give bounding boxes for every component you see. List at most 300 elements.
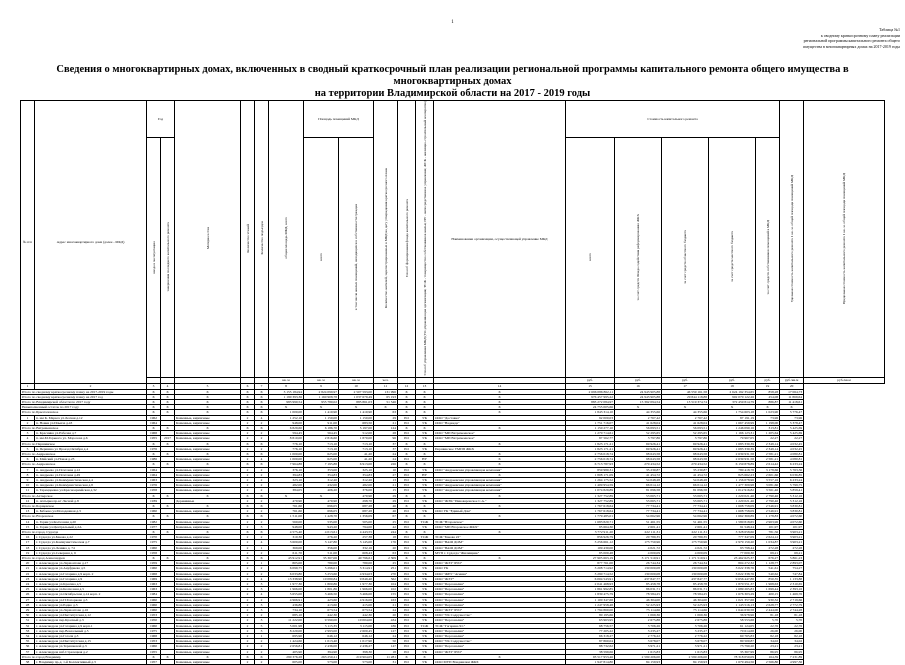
table-cell: ООО "ЖЭУ ЧУО" (434, 608, 566, 613)
table-cell: 332,16 (339, 545, 374, 550)
table-cell: Каменные, кирпичные (175, 509, 241, 514)
table-cell: 41,20 (339, 457, 374, 462)
table-cell: 4 934,03 (339, 571, 374, 576)
table-cell: РО (398, 634, 416, 639)
table-cell: 131 996 (374, 389, 398, 394)
table-cell: ООО "ЖЭУ" (434, 576, 566, 581)
table-cell: 69 926,41 (615, 441, 662, 446)
table-cell: 2 (255, 420, 269, 425)
table-cell: 1958 (147, 488, 161, 493)
appendix-line: региональной программы капитального ремонта общего (803, 38, 900, 44)
table-cell: X (255, 529, 269, 534)
table-cell: 85 458,78 (662, 582, 709, 587)
column-number: 15 (566, 383, 615, 389)
header-year-group (147, 101, 175, 138)
table-cell: 394,83 (269, 472, 304, 477)
table-cell: 2 (241, 644, 255, 649)
row-number: 16 (21, 535, 35, 540)
table-cell: ООО "Персоналия" (434, 634, 566, 639)
table-cell: Каменные, кирпичные (175, 488, 241, 493)
table-cell: 1 (255, 634, 269, 639)
table-cell: 73 790,20 (709, 644, 756, 649)
table-cell: ООО "ВАШ ДОМ" (434, 540, 566, 545)
table-cell: X (416, 389, 434, 394)
table-cell: 1 327 752,89 (566, 498, 615, 503)
address-cell: г. Судогда ул.Бакова д.22 (35, 535, 147, 540)
table-cell: УК (416, 550, 434, 555)
row-number: 31 (21, 618, 35, 623)
table-cell: 81,18 (780, 613, 804, 618)
table-cell: X (416, 394, 434, 399)
table-cell: 3 561,46 (756, 488, 780, 493)
table-cell: ООО "ЖЭУ ЧУО" (434, 561, 566, 566)
table-cell: 10 (374, 467, 398, 472)
table-cell: Першинское УМПП ЖКХ (434, 446, 566, 451)
header-area-owned-text: в том числе жилых помещений, находящихся в собственности граждан (354, 203, 358, 310)
table-cell: 290 376,28 (269, 654, 304, 659)
row-number: 34 (21, 634, 35, 639)
unit-cell: руб. (709, 377, 756, 383)
table-cell: Каменные, кирпичные (175, 519, 241, 524)
summary-label: Итого по сводному краткосрочному плану на 2017 год (21, 394, 147, 399)
column-number: 14 (434, 383, 566, 389)
table-cell: 384,05 (269, 488, 304, 493)
table-cell: X (434, 394, 566, 399)
table-cell: 3 903,21 (780, 540, 804, 545)
table-cell: ООО "Персоналия" (434, 628, 566, 633)
table-cell: X (434, 425, 566, 430)
header-cost-group (566, 101, 780, 138)
table-cell: X (241, 462, 255, 467)
table-cell: 2 546,91 (756, 503, 780, 508)
table-cell: Каменные, кирпичные (175, 613, 241, 618)
table-cell: 5,70 (756, 618, 780, 623)
table-cell: X (147, 654, 161, 659)
table-cell: 2 (255, 472, 269, 477)
table-cell: 3 178,66 (756, 467, 780, 472)
table-cell: 2 (241, 587, 255, 592)
row-number: 19 (21, 550, 35, 555)
table-cell: 41 628,04 (662, 420, 709, 425)
table-cell: 5 312,16 (780, 493, 804, 498)
table-cell: 1 966,00 (269, 587, 304, 592)
table-cell: ООО "Андреевская управляющая компания" (434, 488, 566, 493)
header-org-name-text: Наименование организации, осуществляющей управление МКД (451, 236, 548, 241)
table-cell: 1 012 916,82 (709, 488, 756, 493)
table-cell: 3 706,26 (615, 623, 662, 628)
table-cell: 1962 (147, 415, 161, 420)
table-cell: 1 843 314,10 (566, 410, 615, 415)
table-cell: 63 (374, 550, 398, 555)
table-cell: X (434, 405, 566, 410)
table-cell: УК (416, 644, 434, 649)
address-cell: г. Александров ул.Гагарина д.9 (35, 576, 147, 581)
table-cell: 2 776,22 (662, 634, 709, 639)
table-cell: 1 000,00 (269, 451, 304, 456)
table-cell: X (175, 514, 241, 519)
column-number: 8 (269, 383, 304, 389)
table-cell: 44 355,66 (615, 410, 662, 415)
table-cell: 3 208 714,92 (566, 566, 615, 571)
table-cell: 436,80 (269, 602, 304, 607)
table-cell: 1 477 309,98 (709, 483, 756, 488)
table-cell: 1970 (147, 535, 161, 540)
table-cell: 353,00 (304, 467, 339, 472)
table-cell: 81 096,58 (615, 488, 662, 493)
table-cell: 512,00 (339, 431, 374, 436)
table-cell: 51 461,55 (662, 519, 709, 524)
table-cell: 734,10 (269, 608, 304, 613)
table-cell: 2 601,41 (662, 524, 709, 529)
table-cell: 84 159,93 (662, 660, 709, 665)
table-cell: РО (398, 649, 416, 654)
table-cell: 1 767 618,64 (566, 509, 615, 514)
table-cell: УК (416, 582, 434, 587)
header-year-repair (161, 138, 175, 377)
table-cell: 885 861,03 (339, 399, 374, 404)
table-cell: 3 971,21 (662, 644, 709, 649)
table-cell: 52 225,93 (615, 602, 662, 607)
page-number: 1 (451, 20, 454, 25)
table-cell: X (756, 405, 780, 410)
table-cell: ООО "Персоналия" (434, 597, 566, 602)
table-cell: 1963 (147, 582, 161, 587)
table-cell: 2 (241, 613, 255, 618)
table-cell: 2 (241, 571, 255, 576)
table-cell: 1982 (147, 519, 161, 524)
table-cell: УК (416, 660, 434, 665)
table-cell: X (374, 405, 398, 410)
table-cell: УК (416, 613, 434, 618)
table-cell: 564,45 (304, 431, 339, 436)
table-cell: 313,81 (756, 425, 780, 430)
table-cell: 780,00 (304, 561, 339, 566)
address-cell: г. Александров ул.Гоголя д.3 (35, 634, 147, 639)
table-cell: ТСЖ (416, 623, 434, 628)
table-cell: УК (416, 597, 434, 602)
table-cell: 3 797,86 (615, 436, 662, 441)
table-cell: 69 926,41 (662, 441, 709, 446)
table-cell: 31 (374, 660, 398, 665)
table-cell: 747,84 (780, 571, 804, 576)
table-cell: 646,12 (304, 634, 339, 639)
table-cell: 1964 (147, 472, 161, 477)
table-cell: 400,15 (756, 592, 780, 597)
row-number: 17 (21, 540, 35, 545)
table-cell: X (304, 493, 339, 498)
table-cell: 38 599,66 (566, 649, 615, 654)
table-cell: 1960 (147, 566, 161, 571)
table-cell: 2 (255, 571, 269, 576)
table-cell: 1968 (147, 571, 161, 576)
table-cell: 1 767 618,64 (566, 503, 615, 508)
table-cell: 2 566,80 (756, 660, 780, 665)
table-cell: X (434, 462, 566, 467)
table-cell: 3 155 184,94 (269, 389, 304, 394)
table-cell: 2 310,65 (780, 582, 804, 587)
table-cell: Каменные, кирпичные (175, 561, 241, 566)
table-cell: Каменные, кирпичные (175, 649, 241, 654)
table-cell: УК (416, 628, 434, 633)
table-cell: 1 069,36 (615, 613, 662, 618)
table-cell: 3 600,00 (269, 540, 304, 545)
table-cell: 13 519 374,74 (662, 399, 709, 404)
table-cell: 2 (241, 639, 255, 644)
header-residents (374, 101, 398, 378)
table-cell: 325,10 (339, 467, 374, 472)
table-cell: 2 (255, 613, 269, 618)
address-cell: г. Судогда ул.Северная д. 6 (35, 550, 147, 555)
table-cell: 61 124,05 (709, 623, 756, 628)
table-cell: 1 751 716,07 (566, 420, 615, 425)
table-cell: 2 (255, 431, 269, 436)
table-cell: 2 (241, 415, 255, 420)
table-cell: 101,97 (756, 524, 780, 529)
table-cell: 1963 (147, 587, 161, 592)
summary-label: Итого по город Владимир (21, 654, 147, 659)
table-cell: 4 021,72 (615, 545, 662, 550)
table-cell: X (161, 441, 175, 446)
column-number: 5 (175, 383, 241, 389)
table-cell: 104 (374, 582, 398, 587)
table-cell: 46 304,00 (615, 597, 662, 602)
table-cell: РО (398, 415, 416, 420)
table-cell: 1 870 551,37 (709, 582, 756, 587)
table-cell: РО (398, 477, 416, 482)
table-cell: 22,76 (756, 623, 780, 628)
table-cell: ТСЖ "Гагарина 9/1" (434, 623, 566, 628)
table-cell: 226 (374, 462, 398, 467)
table-cell: 6 004 543,91 (566, 576, 615, 581)
header-org-name (434, 101, 566, 378)
summary-label: Невыполненный остаток по 2017 году (21, 405, 147, 410)
table-cell: 437 847,77 (615, 576, 662, 581)
header-cost-fund (615, 138, 662, 377)
table-cell: X (398, 529, 416, 534)
table-cell: 1 662 369,89 (709, 514, 756, 519)
table-cell: X (147, 514, 161, 519)
column-number: 11 (374, 383, 398, 389)
table-cell: 251 (374, 566, 398, 571)
table-cell: 66 318,27 (566, 634, 615, 639)
table-cell: 35 230,87 (662, 467, 709, 472)
table-cell: РО (398, 467, 416, 472)
column-number: 1 (21, 383, 35, 389)
table-cell: УК (416, 608, 434, 613)
table-cell: ООО "Андреевская управляющая компания" (434, 477, 566, 482)
table-cell: УК (416, 446, 434, 451)
table-cell: 470,90 (304, 498, 339, 503)
table-cell: 98 643,58 (662, 451, 709, 456)
table-cell: 2 (241, 498, 255, 503)
table-cell: 4 032,45 (780, 446, 804, 451)
header-total-area (269, 101, 304, 378)
table-cell: X (147, 405, 161, 410)
row-number: 30 (21, 613, 35, 618)
table-cell: X (398, 410, 416, 415)
table-cell: 1 150,00 (304, 415, 339, 420)
table-cell: УК (416, 561, 434, 566)
header-cost-total (566, 138, 615, 377)
table-cell: 69,21 (780, 550, 804, 555)
table-cell: УК (416, 587, 434, 592)
table-cell: 1 947 814,80 (566, 660, 615, 665)
table-cell: 65 193 (374, 394, 398, 399)
table-cell: 482,00 (339, 483, 374, 488)
header-cost-local-text: за счет средств местного бюджета (730, 231, 734, 283)
table-cell: X (147, 493, 161, 498)
table-cell: X (241, 493, 255, 498)
summary-label: Итого по город. Судогда (21, 529, 147, 534)
table-cell: X (255, 493, 269, 498)
table-cell: 6 099,75 (269, 566, 304, 571)
table-cell: 67 (374, 514, 398, 519)
address-cell: г. Судогда ул.Ленина д. 74 (35, 545, 147, 550)
row-number: 35 (21, 639, 35, 644)
table-cell: ООО "ЖЭК "Пивоваровское С.А." (434, 498, 566, 503)
header-mgmt-method-text: Способ управления МКД (УО-управляющая организация; ТСЖ - товарищество собственников жилья; НУ - непосредственное управление; ЖСК - жилищно-строительный кооператив) (422, 101, 427, 376)
table-cell: X (175, 405, 241, 410)
table-cell: X (416, 410, 434, 415)
table-cell: 432,00 (304, 483, 339, 488)
table-cell: РО (398, 660, 416, 665)
table-cell: X (241, 503, 255, 508)
appendix-line: имущества в многоквартирных домах на 2017-2019 годы (803, 43, 900, 49)
header-area-group (304, 101, 374, 138)
header-residents-text: Количество жителей, зарегистрированных в МКД на дату утверждения краткосрочного плана (383, 168, 388, 309)
table-row (21, 660, 885, 665)
table-cell: 2 639 931,58 (709, 457, 756, 462)
table-cell: 2 696 086 862,11 (566, 389, 615, 394)
table-cell: ООО УК (434, 566, 566, 571)
address-cell: г. Александров ул.Красина д.5 (35, 582, 147, 587)
table-cell: 35 367,99 (709, 649, 756, 654)
table-cell: 605,00 (269, 660, 304, 665)
table-cell: 11 869,64 (780, 394, 804, 399)
table-cell: ТСЖ (416, 535, 434, 540)
table-cell: 5 115,35 (304, 623, 339, 628)
table-cell: РО (398, 431, 416, 436)
table-cell: УК (416, 509, 434, 514)
address-cell: п. Андреево ул.Почтовая д.12 (35, 467, 147, 472)
table-cell: X (416, 399, 434, 404)
table-cell: ООО "МП Второвское ЖКХ" (434, 524, 566, 529)
table-cell: X (255, 394, 269, 399)
table-cell: 270 434,52 (662, 462, 709, 467)
table-cell: 25 (374, 519, 398, 524)
title-line-2: на территории Владимирской области на 2017 - 2019 годы (314, 88, 591, 99)
table-cell: УК (416, 571, 434, 576)
table-cell: X (434, 472, 566, 477)
table-cell: 983 990,54 (269, 399, 304, 404)
table-cell: ООО "ЖЕУ "Агения" (434, 571, 566, 576)
column-number: 7 (255, 383, 269, 389)
table-cell: 883 272 084,97 (566, 399, 615, 404)
unit-cell: кв. м (304, 377, 339, 383)
table-cell: 78 584,25 (615, 592, 662, 597)
table-cell: 805,00 (269, 561, 304, 566)
table-cell: 825 662,23 (709, 472, 756, 477)
unit-cell: руб. (566, 377, 615, 383)
header-total-area-text: общая площадь МКД, всего (284, 217, 288, 259)
table-cell: 222 111,31 (662, 529, 709, 534)
table-cell: 1 198,00 (756, 420, 780, 425)
table-cell: X (398, 405, 416, 410)
table-cell: 1964 (147, 420, 161, 425)
table-cell: 405,90 (269, 649, 304, 654)
table-cell: X (269, 493, 304, 498)
table-cell: 52 295,65 (662, 431, 709, 436)
row-number: 21 (21, 566, 35, 571)
address-cell: п. Теремдеевка ул.Красноармейская д.32 (35, 488, 147, 493)
table-cell: 75 114,66 (615, 608, 662, 613)
table-cell: 2 (255, 550, 269, 555)
table-cell: 73,96 (780, 415, 804, 420)
row-number: 4 (21, 436, 35, 441)
table-cell: 92 000,03 (566, 415, 615, 420)
table-cell: 1 166 123,31 (709, 431, 756, 436)
table-cell: X (269, 405, 304, 410)
summary-label: Итого по Борщевское (21, 503, 147, 508)
table-cell: 1 615,83 (615, 649, 662, 654)
table-cell: 77 734,41 (615, 509, 662, 514)
table-cell: 54 062,96 (662, 514, 709, 519)
table-cell: 2017 (161, 436, 175, 441)
address-cell: п. Андреево ул.Почтовая д.49 (35, 472, 147, 477)
address-cell: п. Андреево ул.Коммунистическая д.8 (35, 483, 147, 488)
table-cell: 3 466,50 (304, 592, 339, 597)
table-cell: Каменные, кирпичные (175, 436, 241, 441)
table-cell: X (398, 556, 416, 561)
table-cell: 1 977,30 (269, 582, 304, 587)
table-cell: РО (398, 582, 416, 587)
table-cell: Каменные, кирпичные (175, 634, 241, 639)
table-cell: 372 459 814,79 (709, 399, 756, 404)
header-address (35, 101, 147, 384)
table-cell: 4 (255, 457, 269, 462)
table-cell: УК (416, 431, 434, 436)
table-cell: X (398, 394, 416, 399)
table-cell: 80 500,87 (709, 639, 756, 644)
table-cell: 1 171 510,91 (662, 556, 709, 561)
table-cell: 2 309 (374, 556, 398, 561)
table-cell: 34,02 (756, 639, 780, 644)
table-cell: 2 507 593,00 (339, 389, 374, 394)
table-cell: X (175, 425, 241, 430)
table-cell: 1 252,10 (269, 415, 304, 420)
row-number: 25 (21, 587, 35, 592)
table-cell: 1 021 357,68 (709, 597, 756, 602)
table-cell: 850,35 (756, 576, 780, 581)
table-cell: 454,08 (756, 394, 780, 399)
table-cell: 51 546 (374, 399, 398, 404)
table-cell: 777 347,09 (709, 535, 756, 540)
table-cell: 8 810,00 (269, 436, 304, 441)
table-cell: 3 678,07 (662, 639, 709, 644)
summary-label: Итого по Ахтырское (21, 493, 147, 498)
table-cell: 2 (255, 639, 269, 644)
unit-cell: руб. (756, 377, 780, 383)
summary-label: Итого по Владимирской области по 2017 году (21, 399, 147, 404)
table-cell: 696,05 (304, 509, 339, 514)
table-cell: X (161, 462, 175, 467)
table-cell: 86,95 (756, 649, 780, 654)
table-cell: X (241, 405, 255, 410)
table-cell: 87 860,04 (566, 639, 615, 644)
table-cell: Каменные, кирпичные (175, 602, 241, 607)
table-cell: 2 581,21 (756, 451, 780, 456)
table-cell: РО (398, 597, 416, 602)
